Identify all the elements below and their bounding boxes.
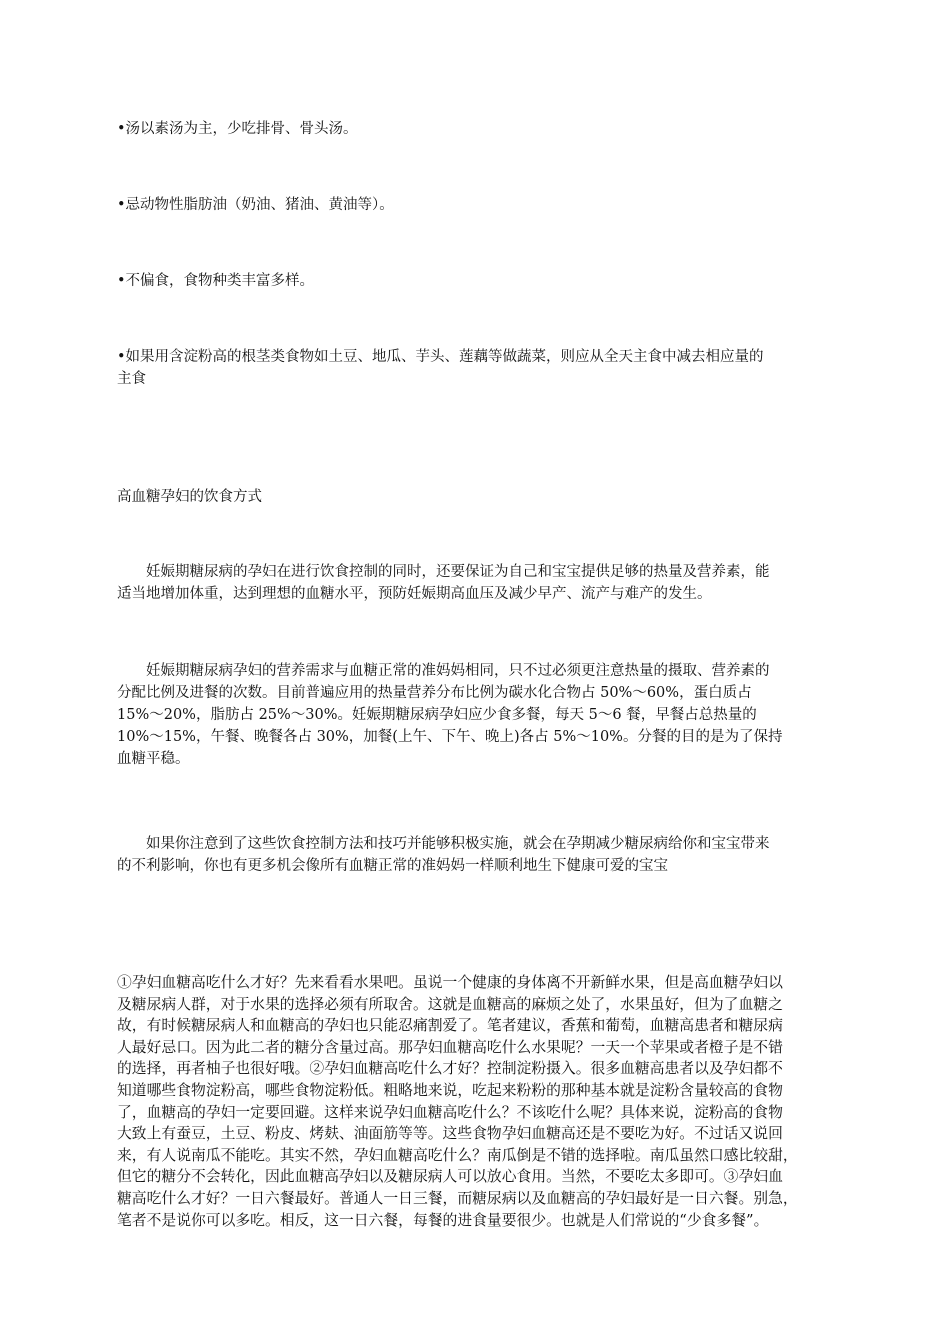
text-line: •如果用含淀粉高的根茎类食物如土豆、地瓜、芋头、莲藕等做蔬菜，则应从全天主食中减去相应量的 — [117, 349, 764, 365]
text-line: 知道哪些食物淀粉高，哪些食物淀粉低。粗略地来说，吃起来粉粉的那种基本就是淀粉含量较高的食物 — [117, 1081, 783, 1099]
text-line: ①孕妇血糖高吃什么才好？先来看看水果吧。虽说一个健康的身体离不开新鲜水果，但是高血糖孕妇以 — [117, 974, 783, 991]
faq-paragraph — [117, 972, 798, 1231]
text-line: •汤以素汤为主，少吃排骨、骨头汤。 — [117, 121, 358, 137]
paragraph-conclusion — [117, 833, 770, 877]
text-line: 主食 — [117, 371, 146, 387]
text-line: 的不利影响，你也有更多机会像所有血糖正常的准妈妈一样顺利地生下健康可爱的宝宝 — [117, 858, 668, 874]
text-line: 分配比例及进餐的次数。目前普遍应用的热量营养分布比例为碳水化合物占 50%～60%，蛋白质占 — [117, 685, 752, 701]
text-line: 糖高吃什么才好？一日六餐最好。普通人一日三餐，而糖尿病以及血糖高的孕妇最好是一日六餐。别急， — [117, 1189, 798, 1207]
text-line: 人最好忌口。因为此二者的糖分含量过高。那孕妇血糖高吃什么水果呢？一天一个苹果或者橙子是不错 — [117, 1038, 783, 1056]
section-heading — [117, 486, 262, 508]
paragraph-intro — [117, 561, 770, 605]
text-line: 如果你注意到了这些饮食控制方法和技巧并能够积极实施，就会在孕期减少糖尿病给你和宝宝带来 — [146, 836, 770, 852]
bullet-starch — [117, 346, 764, 390]
text-line: 适当地增加体重，达到理想的血糖水平，预防妊娠期高血压及减少早产、流产与难产的发生。 — [117, 586, 712, 602]
text-line: 血糖平稳。 — [117, 751, 190, 767]
text-line: 10%～15%，午餐、晚餐各占 30%，加餐(上午、下午、晚上)各占 5%～10%。分餐的目的是为了保持 — [117, 729, 783, 745]
text-line: •不偏食，食物种类丰富多样。 — [117, 273, 315, 289]
bullet-soup — [117, 118, 358, 140]
text-line: 来，有人说南瓜不能吃。其实不然，孕妇血糖高吃什么？南瓜倒是不错的选择啦。南瓜虽然口感比较甜， — [117, 1146, 798, 1164]
text-line: 但它的糖分不会转化，因此血糖高孕妇以及糖尿病人可以放心食用。当然，不要吃太多即可。③孕妇血 — [117, 1168, 783, 1186]
text-line: 及糖尿病人群，对于水果的选择必须有所取舍。这就是血糖高的麻烦之处了，水果虽好，但为了血糖之 — [117, 995, 783, 1013]
heading-text: 高血糖孕妇的饮食方式 — [117, 489, 262, 505]
text-line: 的选择，再者柚子也很好哦。②孕妇血糖高吃什么才好？控制淀粉摄入。很多血糖高患者以及孕妇都不 — [117, 1060, 783, 1078]
text-line: 妊娠期糖尿病的孕妇在进行饮食控制的同时，还要保证为自己和宝宝提供足够的热量及营养素，能 — [146, 564, 770, 580]
text-line: 笔者不是说你可以多吃。相反，这一日六餐，每餐的进食量要很少。也就是人们常说的“少食多餐”。 — [117, 1211, 769, 1229]
text-line: 大致上有蚕豆，土豆、粉皮、烤麸、油面筋等等。这些食物孕妇血糖高还是不要吃为好。不过话又说回 — [117, 1125, 783, 1143]
text-line: •忌动物性脂肪油（奶油、猪油、黄油等）。 — [117, 197, 394, 213]
text-line: 故，有时候糖尿病人和血糖高的孕妇也只能忍痛割爱了。笔者建议，香蕉和葡萄，血糖高患者和糖尿病 — [117, 1017, 783, 1035]
bullet-animal-fat — [117, 194, 394, 216]
text-line: 妊娠期糖尿病孕妇的营养需求与血糖正常的准妈妈相同，只不过必须更注意热量的摄取、营养素的 — [146, 663, 770, 679]
paragraph-nutrition — [117, 660, 782, 770]
text-line: 了，血糖高的孕妇一定要回避。这样来说孕妇血糖高吃什么？不该吃什么呢？具体来说，淀粉高的食物 — [117, 1103, 783, 1121]
bullet-variety — [117, 270, 314, 292]
text-line: 15%～20%，脂肪占 25%～30%。妊娠期糖尿病孕妇应少食多餐，每天 5～6 餐，早餐占总热量的 — [117, 707, 757, 723]
